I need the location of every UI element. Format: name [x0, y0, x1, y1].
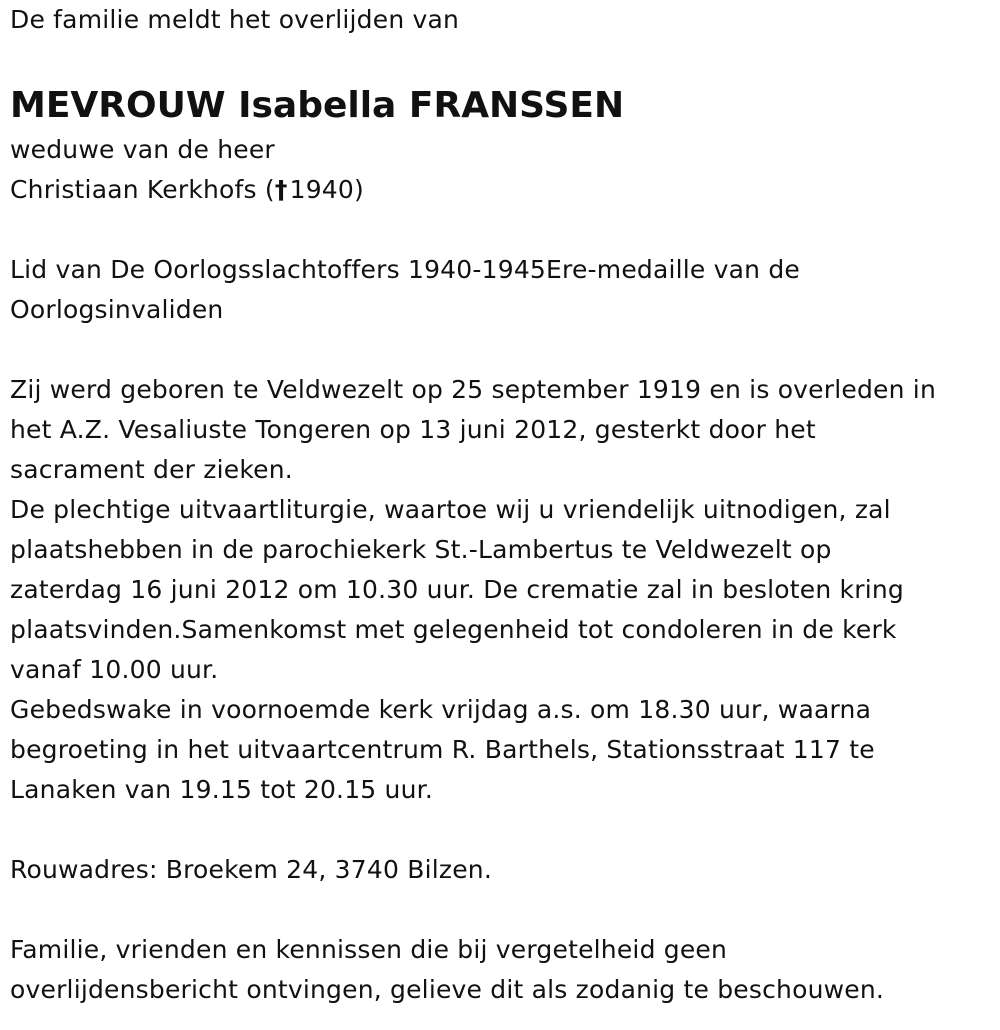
- spouse-death-year: 1940): [289, 175, 364, 204]
- body-line: Zij werd geboren te Veldwezelt op 25 september 1919 en is overleden in: [10, 375, 936, 404]
- body-line: Gebedswake in voornoemde kerk vrijdag a.s. om 18.30 uur, waarna: [10, 695, 872, 724]
- closing-line: overlijdensbericht ontvingen, gelieve dit als zodanig te beschouwen.: [10, 975, 885, 1004]
- spouse-line: weduwe van de heer: [10, 135, 275, 164]
- spacer: [10, 810, 980, 850]
- cross-icon: †: [274, 175, 288, 204]
- deceased-name: MEVROUW Isabella FRANSSEN: [10, 85, 625, 126]
- body-line: plaatshebben in de parochiekerk St.-Lambertus te Veldwezelt op: [10, 535, 832, 564]
- body-line: sacrament der zieken.: [10, 455, 293, 484]
- spacer: [10, 210, 980, 250]
- intro-text: De familie meldt het overlijden van: [10, 5, 460, 34]
- body-line: begroeting in het uitvaartcentrum R. Barthels, Stationsstraat 117 te: [10, 735, 875, 764]
- body-line: Lanaken van 19.15 tot 20.15 uur.: [10, 775, 433, 804]
- body-line: De plechtige uitvaartliturgie, waartoe wij u vriendelijk uitnodigen, zal: [10, 495, 891, 524]
- spacer: [10, 330, 980, 370]
- body-line: het A.Z. Vesaliuste Tongeren op 13 juni 2012, gesterkt door het: [10, 415, 816, 444]
- address-line: Rouwadres: Broekem 24, 3740 Bilzen.: [10, 855, 492, 884]
- body-line: vanaf 10.00 uur.: [10, 655, 219, 684]
- spacer: [10, 40, 980, 78]
- spouse-name-line: [10, 170, 980, 210]
- body-line: plaatsvinden.Samenkomst met gelegenheid tot condoleren in de kerk: [10, 615, 897, 644]
- closing-line: Familie, vrienden en kennissen die bij vergetelheid geen: [10, 935, 728, 964]
- obituary-document: [10, 0, 980, 1010]
- spacer: [10, 890, 980, 930]
- membership-line: Lid van De Oorlogsslachtoffers 1940-1945Ere-medaille van de: [10, 255, 801, 284]
- body-line: zaterdag 16 juni 2012 om 10.30 uur. De crematie zal in besloten kring: [10, 575, 904, 604]
- membership-line: Oorlogsinvaliden: [10, 295, 224, 324]
- spouse-name: Christiaan Kerkhofs (: [10, 175, 275, 204]
